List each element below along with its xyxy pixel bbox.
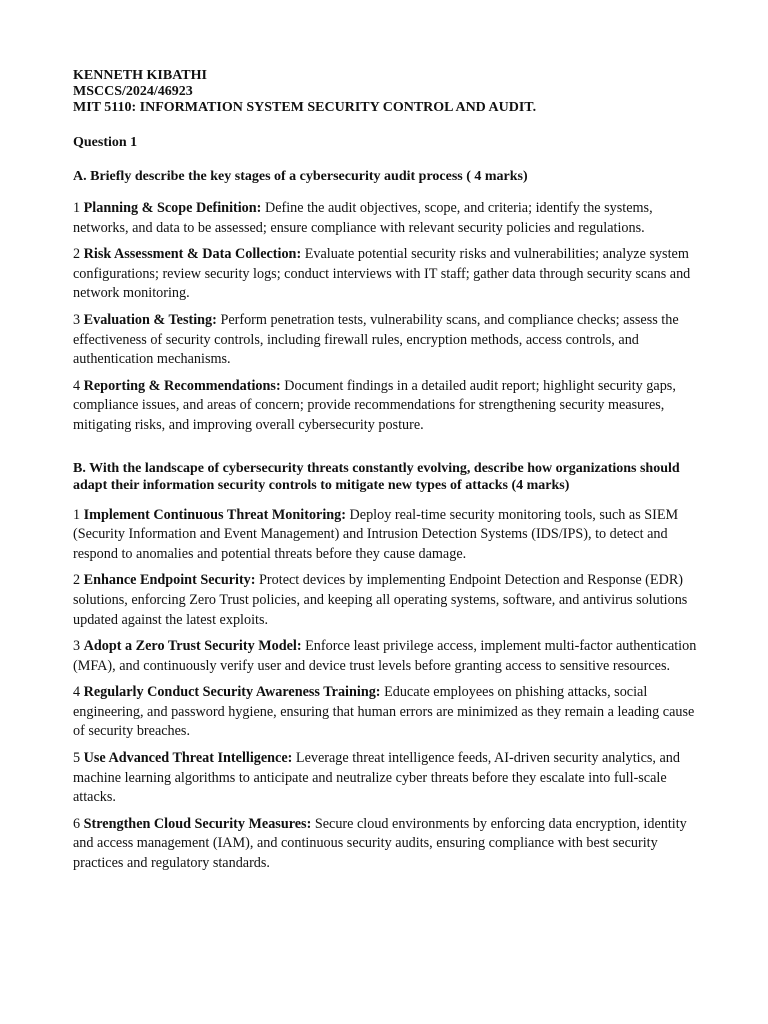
- section-a-list: [73, 199, 703, 436]
- section-b-list: [73, 506, 703, 874]
- list-item: 2 Risk Assessment & Data Collection: Evaluate potential security risks and vulnerabilities; analyze system configurations; review security logs; conduct interviews with IT staff; gather data through security scans and network monitoring.: [73, 246, 691, 302]
- list-item: 1 Planning & Scope Definition: Define the audit objectives, scope, and criteria; identify the systems, networks, and data to be assessed; ensure compliance with relevant security policies and regulations.: [73, 200, 653, 236]
- list-item: 4 Reporting & Recommendations: Document findings in a detailed audit report; highlight security gaps, compliance issues, and areas of concern; provide recommendations for strengthening security measures, mitigating risks, and improving overall cybersecurity posture.: [73, 377, 676, 433]
- list-item: 2 Enhance Endpoint Security: Protect devices by implementing Endpoint Detection and Response (EDR) solutions, enforcing Zero Trust policies, and keeping all operating systems, software, and antivirus solutions updated against the latest exploits.: [73, 572, 688, 628]
- document-page: [73, 68, 703, 881]
- section-b-title: B. With the landscape of cybersecurity threats constantly evolving, describe how organizations should adapt their information security controls to mitigate new types of attacks (4 marks): [73, 460, 680, 493]
- list-item: 4 Regularly Conduct Security Awareness Training: Educate employees on phishing attacks, social engineering, and password hygiene, ensuring that human errors are minimized as they remain a leading cause of security breaches.: [73, 684, 695, 740]
- student-name: KENNETH KIBATHI: [73, 68, 207, 83]
- course-title: MIT 5110: INFORMATION SYSTEM SECURITY CONTROL AND AUDIT.: [73, 100, 537, 115]
- list-item: 1 Implement Continuous Threat Monitoring: Deploy real-time security monitoring tools, such as SIEM (Security Information and Event Management) and Intrusion Detection Systems (IDS/IPS), to detect and respond to anomalies and potential threats before they cause damage.: [73, 506, 679, 562]
- section-a-title: A. Briefly describe the key stages of a cybersecurity audit process ( 4 marks): [73, 169, 528, 184]
- list-item: 6 Strengthen Cloud Security Measures: Secure cloud environments by enforcing data encryption, identity and access management (IAM), and continuous security audits, ensuring compliance with best security practices and regulatory standards.: [73, 815, 687, 872]
- list-item: 3 Adopt a Zero Trust Security Model: Enforce least privilege access, implement multi-factor authentication (MFA), and continuously verify user and device trust levels before granting access to sensitive resources.: [73, 638, 697, 674]
- list-item: 3 Evaluation & Testing: Perform penetration tests, vulnerability scans, and compliance checks; assess the effectiveness of security controls, including firewall rules, encryption methods, access controls, and authentication mechanisms.: [73, 311, 679, 368]
- question-label: Question 1: [73, 135, 138, 150]
- list-item: 5 Use Advanced Threat Intelligence: Leverage threat intelligence feeds, AI-driven security analytics, and machine learning algorithms to anticipate and neutralize cyber threats before they escalate into full-scale attacks.: [73, 750, 680, 806]
- registration-number: MSCCS/2024/46923: [73, 84, 193, 99]
